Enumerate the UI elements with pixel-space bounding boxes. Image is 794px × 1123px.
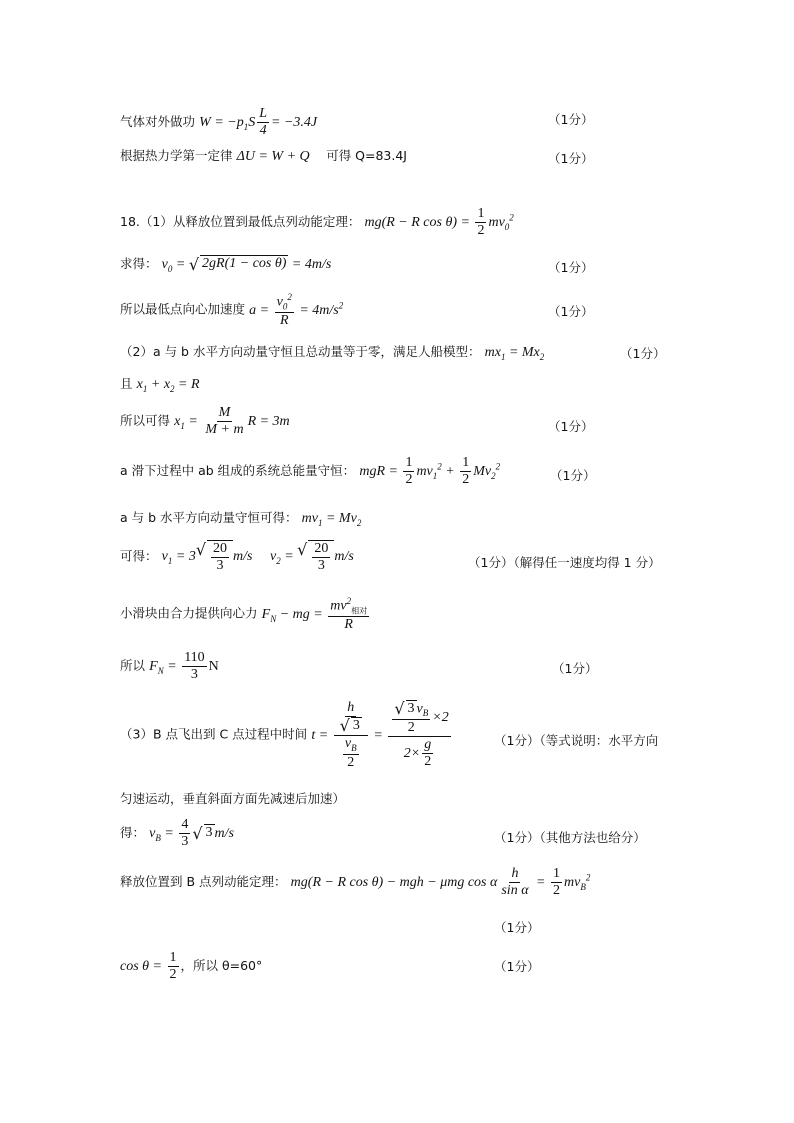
score-13: （1分） — [494, 959, 540, 974]
formula-momentum: $mx_1 = Mx_2$ — [484, 345, 545, 362]
label-work-done: 气体对外做功 — [120, 113, 196, 129]
score-5: （1分） — [620, 346, 666, 361]
line-energy-b — [120, 866, 590, 899]
formula-x1: $x_1$ = $\frac{M}{M + m}$ R = 3m — [174, 405, 290, 438]
formula-cos-theta: cos θ = $\frac{1}{2}$ — [120, 950, 177, 983]
line-x1 — [120, 405, 290, 438]
line-acceleration — [120, 292, 343, 329]
label-v0: 求得： — [120, 255, 158, 271]
formula-velocities: $v_1 = 3$ √ $\frac{20}{3}$ m/s $v_2$ = √ $\frac{20}{3}$ m/s — [161, 540, 354, 574]
score-9: （1分） — [552, 661, 598, 676]
label-acceleration: 所以最低点向心加速度 — [120, 301, 246, 317]
score-11: （1分）（其他方法也给分） — [494, 830, 646, 845]
label-velocities: 可得： — [120, 548, 158, 564]
score-12: （1分） — [494, 920, 540, 935]
line-theta — [120, 950, 262, 983]
formula-v0: $v_0$ = √ 2gR(1 − cos θ) = 4m/s — [161, 255, 332, 274]
label-x1: 所以可得 — [120, 412, 171, 428]
line-velocities — [120, 540, 354, 574]
score-8: （1分）（解得任一速度均得 1 分） — [468, 555, 661, 570]
score-1: （1分） — [548, 112, 594, 127]
label-theta: ，所以 θ=60° — [180, 957, 263, 973]
line-v0 — [120, 255, 331, 274]
label-energy-b: 释放位置到 B 点列动能定理： — [120, 873, 287, 889]
score-2: （1分） — [548, 151, 594, 166]
score-6: （1分） — [548, 419, 594, 434]
formula-fn: $F_N$ = $\frac{110}{3}$ N — [149, 650, 219, 683]
label-momentum-velocity: a 与 b 水平方向动量守恒可得： — [120, 510, 298, 525]
label-first-law: 根据热力学第一定律 — [120, 148, 233, 163]
score-7: （1分） — [550, 468, 596, 483]
line-displacement-sum — [120, 376, 200, 395]
score-3: （1分） — [548, 260, 594, 275]
label-q18-part1: 18.（1）从释放位置到最低点列动能定理： — [120, 213, 361, 229]
formula-displacement-sum: $x_1 + x_2 = R$ — [136, 377, 200, 394]
formula-first-law: ΔU = W + Q — [236, 149, 310, 164]
formula-energy-b: mg(R − R cos θ) − mgh − μmg cos α $\frac{h}{\text{sin α}}$ = $\frac{1}{2}$ $mv_B^2$ — [290, 866, 591, 899]
formula-work-done: $W = -p_1S$ $\frac{L}{4}$ = −3.4J — [199, 106, 318, 139]
formula-acceleration: a = $\frac{v_0^2}{R}$ = $4m/s^2$ — [249, 292, 344, 328]
formula-time: t = h √ 3 $\frac{v_B}{2}$ = √ 3 $v_B$ 2 ×2 2× $\frac{g}{2}$ — [311, 699, 449, 770]
formula-centripetal: $F_N$ − mg = $\frac{mv^2_{相对}}{R}$ — [261, 596, 368, 632]
score-4: （1分） — [548, 304, 594, 319]
line-q18-part3 — [120, 700, 453, 771]
label-q18-part3: （3）B 点飞出到 C 点过程中时间 — [120, 726, 308, 742]
formula-momentum-velocity: $mv_1 = Mv_2$ — [301, 511, 362, 528]
line-centripetal — [120, 596, 371, 633]
label-centripetal: 小滑块由合力提供向心力 — [120, 605, 258, 621]
line-energy-conservation — [120, 455, 500, 488]
score-10: （1分）（等式说明：水平方向 — [494, 733, 659, 748]
label-q18-part2: （2）a 与 b 水平方向动量守恒且总动量等于零，满足人船模型： — [120, 344, 481, 359]
line-first-law — [120, 148, 407, 166]
formula-energy-lowest: mg(R − R cos θ) = $\frac{1}{2}$ $mv_0^2$ — [364, 206, 514, 239]
result-q: 可得 Q=83.4J — [326, 148, 407, 163]
label-so: 所以 — [120, 657, 146, 673]
label-vb: 得： — [120, 824, 146, 840]
line-momentum-velocity — [120, 510, 361, 529]
line-fn — [120, 650, 219, 683]
line-q18-part1 — [120, 206, 514, 239]
line-explanation: 匀速运动，垂直斜面方面先减速后加速） — [120, 791, 346, 806]
formula-vb: $v_B$ = $\frac{4}{3}$ √ 3 m/s — [149, 817, 234, 850]
line-vb — [120, 817, 234, 850]
label-energy-conservation: a 滑下过程中 ab 组成的系统总能量守恒： — [120, 462, 356, 478]
formula-energy-conservation: mgR = $\frac{1}{2}$ $mv_1^2$ + $\frac{1}{2}$ $Mv_2^2$ — [359, 455, 501, 488]
label-and: 且 — [120, 376, 133, 391]
line-q18-part2 — [120, 344, 544, 363]
line-work-done — [120, 106, 317, 139]
